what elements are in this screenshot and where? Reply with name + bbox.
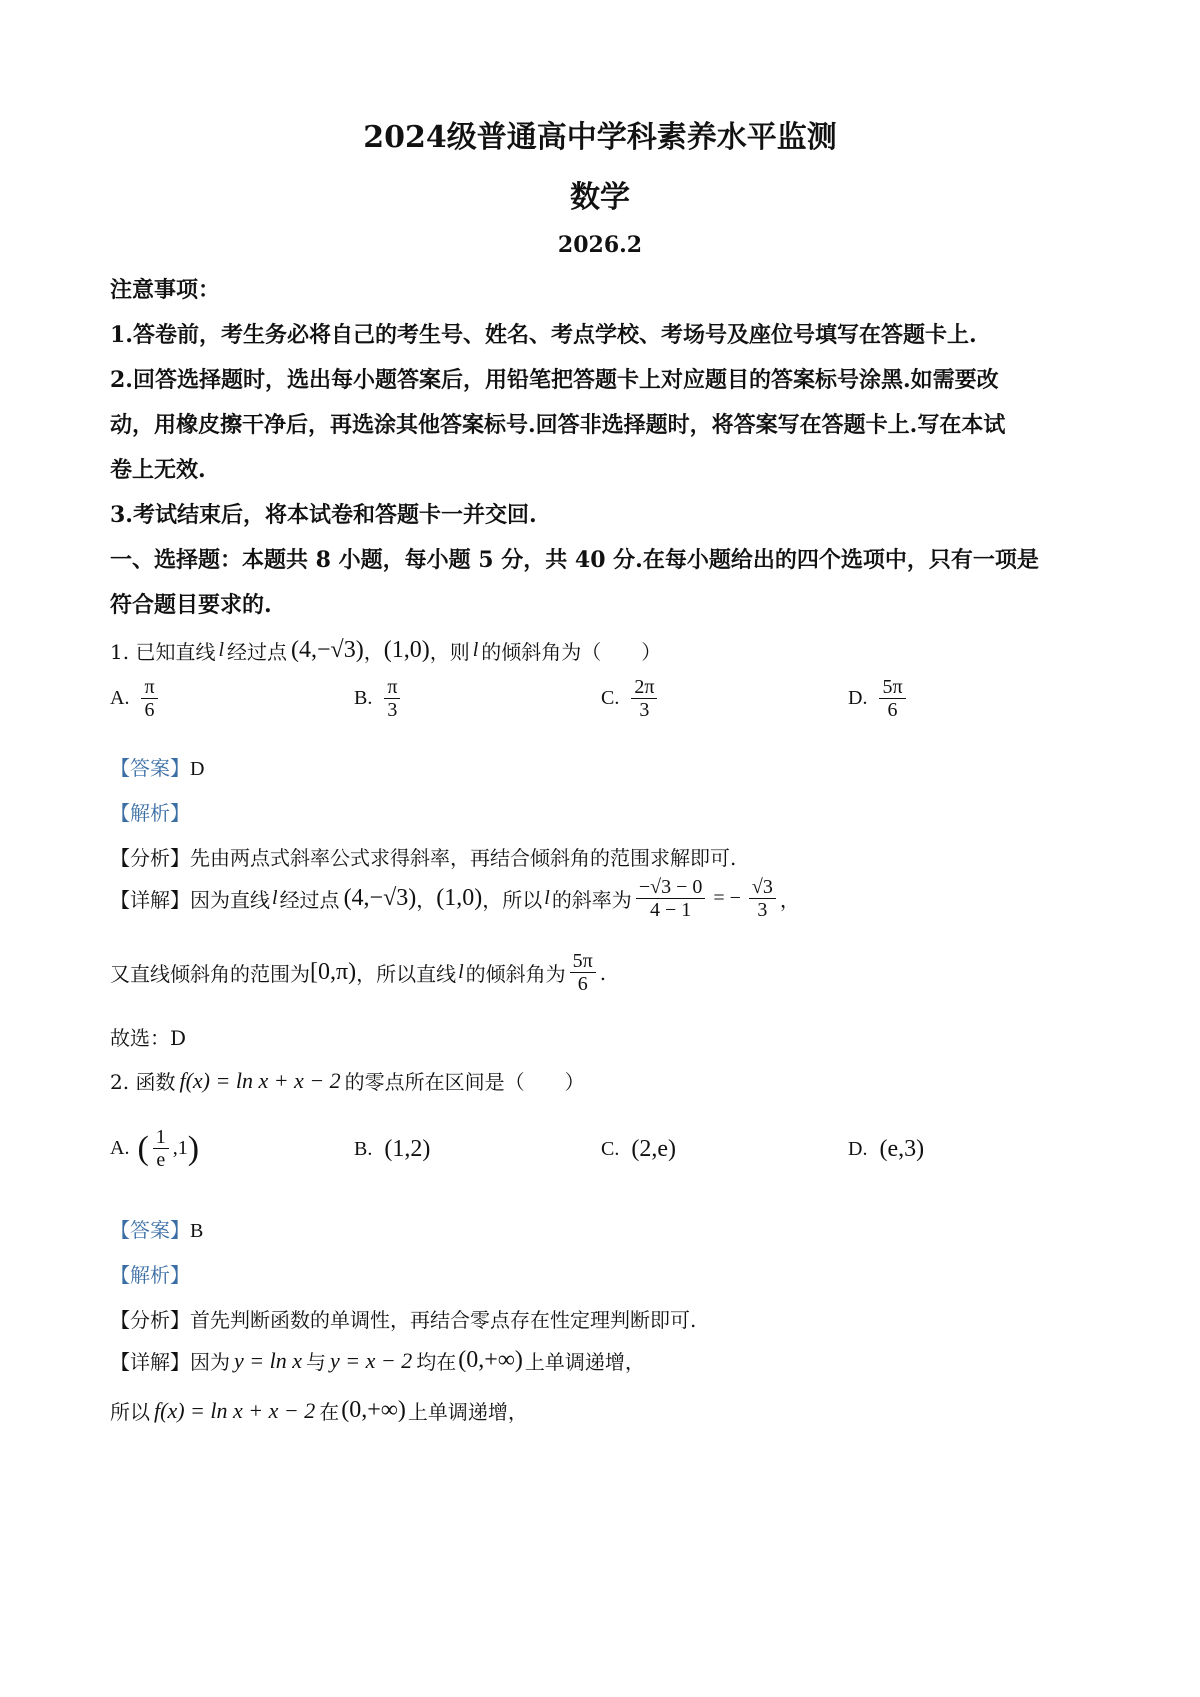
notice-heading: 注意事项： (110, 277, 221, 303)
notice-item-2-line-3: 卷上无效. (110, 457, 206, 483)
q2-answer (110, 1214, 203, 1243)
q1-fenxi-tag: 【分析】 (110, 846, 190, 870)
q1-detail2-var: l (458, 961, 464, 983)
q1-option-c-denominator: 3 (639, 699, 650, 721)
notice-item-1: 1.答卷前，考生务必将自己的考生号、姓名、考点学校、考场号及座位号填写在答题卡上. (110, 322, 977, 348)
q1-answer-tag: 【答案】 (110, 756, 190, 780)
q1-detail-point-2: (1,0) (436, 885, 483, 911)
q1-fenxi-text: 先由两点式斜率公式求得斜率，再结合倾斜角的范围求解即可. (190, 846, 737, 870)
q2-option-a-fraction: $\frac{1}{e}$ (153, 1126, 169, 1171)
q1-option-b (354, 676, 404, 721)
q2-option-a: A. ( $\frac{1}{e}$ ,1 ) (110, 1126, 200, 1171)
q1-answer (110, 752, 204, 781)
q2-detail2-b: 在 (319, 1400, 340, 1424)
q1-choose: 故选：D (110, 1026, 187, 1050)
section-1-heading-line-2: 符合题目要求的. (110, 592, 272, 618)
q1-detail2-fraction: $\frac{5\pi}{6}$ (570, 950, 596, 995)
q2-detail1-interval: (0,+∞) (458, 1347, 523, 1373)
q1-option-c (601, 676, 661, 721)
q2-option-c (601, 1136, 676, 1163)
q1-detail2-b: ，所以直线 (356, 962, 457, 986)
q2-option-a-label: A. (110, 1137, 130, 1159)
q1-detail-var-2: l (544, 887, 550, 909)
q1-suffix: 的倾斜角为（ ） (481, 640, 662, 664)
q1-option-b-fraction (384, 676, 400, 721)
q1-option-a-numerator: π (141, 676, 157, 699)
q2-detail2-a: 所以 (110, 1400, 150, 1424)
q1-option-c-numerator: 2π (631, 676, 657, 699)
q1-option-c-fraction (631, 676, 657, 721)
q1-line-var-2: l (472, 639, 479, 661)
q1-option-d-label: D. (848, 687, 868, 709)
q1-option-d (848, 676, 910, 721)
q1-detail-point-1: (4,−√3) (343, 885, 417, 911)
q1-detail-var-1: l (272, 887, 278, 909)
q2-answer-tag: 【答案】 (110, 1218, 190, 1242)
q2-fenxi-tag: 【分析】 (110, 1308, 190, 1332)
q2-option-b (354, 1136, 430, 1163)
q1-option-b-numerator: π (384, 676, 400, 699)
q2-detail1-b: 与 (306, 1350, 326, 1374)
q1-slope-fraction: $\frac{-√3 - 0}{4 - 1}$ (636, 876, 706, 921)
q2-detail2-interval: (0,+∞) (341, 1397, 406, 1423)
subject-title: 数学 (570, 180, 630, 215)
q2-option-d-value: (e,3) (879, 1136, 925, 1162)
q2-prefix: 2. 函数 (110, 1070, 176, 1094)
q1-detail1-b: 经过点 (279, 888, 340, 912)
q2-suffix: 的零点所在区间是（ ） (344, 1070, 585, 1094)
q2-detail1-f2: y = x − 2 (330, 1347, 413, 1373)
q2-detail1-c: 均在 (416, 1350, 457, 1374)
exam-date: 2026.2 (557, 232, 643, 258)
q2-answer-value: B (190, 1220, 204, 1242)
q1-option-b-denominator: 3 (387, 699, 398, 721)
q2-detail1-f1: y = ln x (234, 1347, 302, 1373)
q1-prefix: 1. 已知直线 (110, 640, 216, 664)
q2-option-b-value: (1,2) (384, 1136, 431, 1162)
q1-option-d-fraction (879, 676, 905, 721)
q2-option-c-value: (2,e) (631, 1136, 676, 1162)
q1-fenxi (110, 842, 736, 871)
question-1-stem (110, 636, 661, 665)
q1-line-var: l (218, 639, 225, 661)
q2-detail2-function: f(x) = ln x + x − 2 (154, 1397, 316, 1423)
exam-title: 2024级普通高中学科素养水平监测 (363, 120, 837, 155)
q1-detail1-c: ，所以 (482, 888, 543, 912)
q1-detail-line-2: 又直线倾斜角的范围为 [0,π) ，所以直线 l 的倾斜角为 $\frac{5\pi}{6}$ . (110, 950, 607, 995)
q1-detail2-c: 的倾斜角为 (465, 962, 566, 986)
q2-option-b-label: B. (354, 1138, 373, 1160)
q2-option-d-label: D. (848, 1138, 868, 1160)
q1-detail2-a: 又直线倾斜角的范围为 (110, 962, 310, 986)
q1-answer-value: D (190, 758, 205, 780)
notice-item-3: 3.考试结束后，将本试卷和答题卡一并交回. (110, 502, 537, 528)
q1-point-2: (1,0) (383, 637, 430, 663)
question-2-stem (110, 1066, 585, 1095)
q1-option-a-denominator: 6 (144, 699, 155, 721)
q2-fenxi (110, 1304, 696, 1333)
q1-option-d-numerator: 5π (879, 676, 905, 699)
q1-detail-tag: 【详解】 (110, 888, 190, 912)
q1-detail-line-1: 【详解】 因为直线 l 经过点 (4,−√3) ， (1,0) ，所以 l 的斜率为 $\frac{-√3 - 0}{4 - 1}$ = − $\frac{√3}{3}$ ， (110, 876, 800, 921)
q1-detail1-d: 的斜率为 (551, 888, 632, 912)
q1-option-c-label: C. (601, 687, 620, 709)
q2-option-c-label: C. (601, 1138, 620, 1160)
q2-detail1-a: 因为 (190, 1350, 230, 1374)
q2-option-d (848, 1136, 924, 1163)
q1-point-1: (4,−√3) (291, 637, 364, 663)
q1-detail1-a: 因为直线 (190, 888, 270, 912)
q1-mid: 经过点 (227, 640, 288, 664)
q2-analysis-tag: 【解析】 (110, 1263, 190, 1287)
q2-fenxi-text: 首先判断函数的单调性，再结合零点存在性定理判断即可. (190, 1308, 697, 1332)
notice-item-2-line-2: 动，用橡皮擦干净后，再选涂其他答案标号.回答非选择题时，将答案写在答题卡上.写在本试 (110, 412, 1006, 438)
q1-comma: ， (363, 640, 384, 664)
q1-analysis-tag: 【解析】 (110, 801, 190, 825)
q1-detail2-range: [0,π) (310, 959, 357, 985)
q1-option-a-label: A. (110, 687, 130, 709)
q1-option-d-denominator: 6 (887, 699, 898, 721)
section-1-heading-line-1: 一、选择题：本题共 8 小题，每小题 5 分，共 40 分.在每小题给出的四个选项中，只有一项是 (110, 547, 1039, 573)
q2-detail-line-1 (110, 1346, 645, 1375)
q1-option-a (110, 676, 162, 721)
q2-detail1-d: 上单调递增， (524, 1350, 645, 1374)
q2-detail-tag: 【详解】 (110, 1350, 190, 1374)
q2-detail2-c: 上单调递增， (407, 1400, 528, 1424)
notice-item-2-line-1: 2.回答选择题时，选出每小题答案后，用铅笔把答题卡上对应题目的答案标号涂黑.如需要改 (110, 367, 999, 393)
q1-option-b-label: B. (354, 687, 373, 709)
q1-detail-comma: ， (416, 888, 437, 912)
q1-slope-result: $\frac{√3}{3}$ (749, 876, 776, 921)
q1-option-a-fraction (141, 676, 157, 721)
q2-detail-line-2 (110, 1396, 528, 1425)
q1-then: ，则 (429, 640, 470, 664)
q2-function: f(x) = ln x + x − 2 (179, 1067, 341, 1093)
